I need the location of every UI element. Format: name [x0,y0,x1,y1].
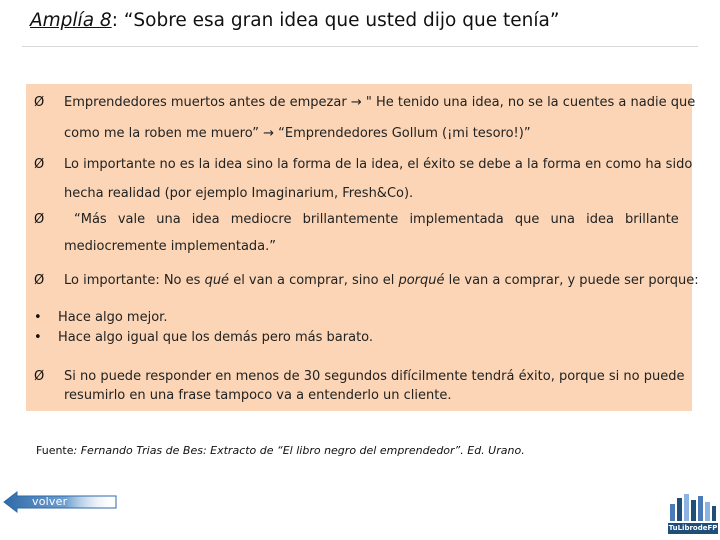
item-text: hecha realidad (por ejemplo Imaginarium, Fresh&Co). [64,186,414,201]
source-label: Fuente [36,444,74,457]
arrow-bullet-icon: Ø [34,95,45,110]
item-text: " He tenido una idea, no se la cuentes a nadie que [365,95,696,110]
item-text: el van a comprar, sino el [229,273,399,288]
arrow-bullet-icon: Ø [34,157,45,172]
title-quote: “Sobre esa gran idea que usted dijo que tenía” [123,10,560,31]
arrow-bullet-icon: Ø [34,212,45,227]
arrow-bullet-icon: Ø [34,369,45,384]
emphasis-text: porqué [398,273,445,288]
brand-logo [668,492,718,537]
dot-bullet-icon: • [34,330,42,345]
item-text: como me la roben me muero” [64,126,259,141]
item-text: Hace algo igual que los demás pero más barato. [58,330,374,345]
source-author: : Fernando Trias de Bes [73,444,203,457]
item-text: le van a comprar, y puede ser porque: [444,273,699,288]
logo-text: TuLibrodeFP [668,524,718,532]
arrow-bullet-icon: Ø [34,273,45,288]
dot-bullet-icon: • [34,310,42,325]
item-text: Lo importante no es la idea sino la forma de la idea, el éxito se debe a la forma en como ha sido [64,157,693,172]
back-button-label: volver [32,495,68,508]
source-reference: : Extracto de “El libro negro del emprendedor”. Ed. Urano. [202,444,525,457]
item-text: mediocremente implementada.” [64,239,276,254]
item-text: Si no puede responder en menos de 30 segundos difícilmente tendrá éxito, porque si no puede [64,369,685,384]
title-lead: Amplía 8 [30,10,112,31]
books-logo-icon [668,492,718,523]
right-arrow-icon: → [350,95,362,110]
title-divider [22,46,698,47]
item-text: Hace algo mejor. [58,310,168,325]
item-text: “Más vale una idea mediocre brillantemente implementada que una idea brillante [74,212,679,227]
title-colon: : [111,10,124,31]
back-button[interactable] [3,491,117,513]
right-arrow-icon: → [263,126,275,141]
item-text: “Emprendedores Gollum (¡mi tesoro!)” [278,126,531,141]
emphasis-text: qué [204,273,230,288]
item-text: Emprendedores muertos antes de empezar [64,95,347,110]
slide-title [30,8,559,34]
item-text: resumirlo en una frase tampoco va a entenderlo un cliente. [64,388,452,403]
source-citation [36,443,676,459]
item-text: Lo importante: No es [64,273,205,288]
